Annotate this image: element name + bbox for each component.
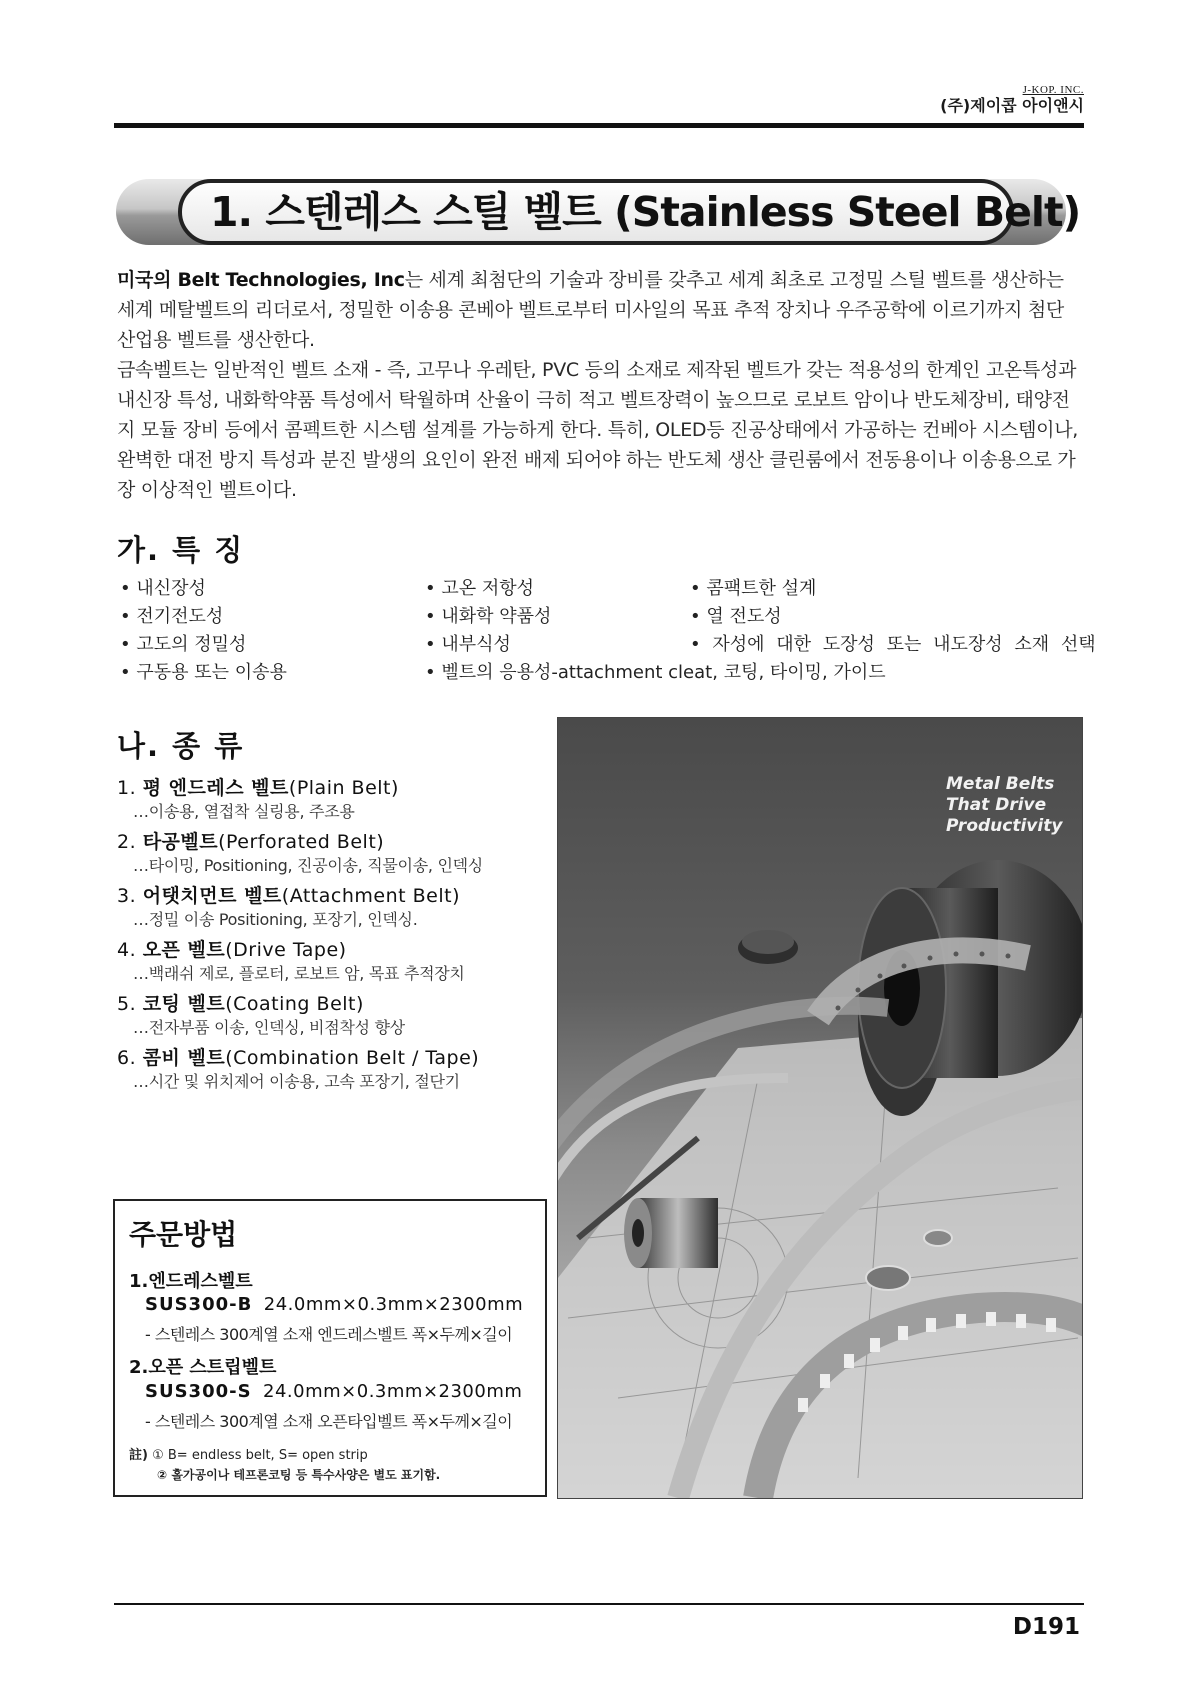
feature-row [120,602,1086,630]
photo-caption [946,774,1062,837]
type-title [117,992,557,1017]
type-item [117,938,557,992]
intro-paragraph-2: 금속벨트는 일반적인 벨트 소재 - 즉, 고무나 우레탄, PVC 등의 소재로 제작된 벨트가 갖는 적용성의 한계인 고온특성과 내신장 특성, 내화학약품 특성에서 탁월하며 산율이 극히 적고 벨트장력이 높으므로 로보트 암이나 반도체장비, 태양전지 모듈 장비 등에서 콤펙트한 시스템 설계를 가능하게 한다. 특히, OLED등 진공상태에서 가공하는 컨베아 시스템이나, 완벽한 대전 방지 특성과 분진 발생의 요인이 완전 배제 되어야 하는 반도체 생산 클린룸에서 전동용이나 이송용으로 가장 이상적인 벨트이다. [117,359,1078,501]
type-title [117,776,557,801]
caption-line: That Drive [946,795,1047,815]
order-desc-endless: - 스텐레스 300계열 소재 엔드레스벨트 폭×두께×길이 [145,1325,513,1344]
feature-item: • 내신장성 [120,578,206,599]
type-description: …시간 및 위치제어 이송용, 고속 포장기, 절단기 [133,1072,460,1091]
header-company [940,84,1084,116]
order-dimensions: 24.0mm×0.3mm×2300mm [263,1294,524,1315]
feature-item: • 고온 저항성 [425,578,535,599]
feature-item: • 고도의 정밀성 [120,634,247,655]
type-description: …백래쉬 제로, 플로터, 로보트 암, 목표 추적장치 [133,964,465,983]
types-list [117,776,557,1100]
type-name-en: (Coating Belt) [225,993,364,1015]
features-heading: 가. 특 징 [117,533,245,567]
title-bar [116,175,1081,249]
company-name-en: J-KOP. INC. [1022,84,1084,96]
order-title: 주문방법 [129,1218,238,1251]
order-code-label: SUS300-S [145,1381,252,1402]
type-name-en: (Combination Belt / Tape) [225,1047,480,1069]
type-name: 평 엔드레스 벨트 [142,777,289,799]
order-code-open [145,1381,522,1402]
intro-text [117,265,1083,505]
type-item [117,830,557,884]
features-list [120,574,1096,686]
caption-line: Productivity [946,816,1063,836]
order-method-box [113,1199,547,1497]
order-code-label: SUS300-B [145,1294,253,1315]
page-number: D191 [1012,1614,1080,1640]
intro-p1-body: 는 세계 최첨단의 기술과 장비를 갖추고 세계 최초로 고정밀 스틸 벨트를 생산하는 세계 메탈벨트의 리더로서, 정밀한 이송용 콘베아 벨트로부터 미사일의 목표 추적 장치나 우주공학에 이르기까지 첨단 산업용 벨트를 생산한다. [117,269,1064,351]
type-name-en: (Perforated Belt) [218,831,385,853]
type-title [117,1046,557,1071]
feature-item: • 전기전도성 [120,606,224,627]
product-photo [557,717,1083,1499]
order-note-1 [129,1444,368,1463]
top-rule [114,123,1084,128]
type-number: 5. [117,993,137,1015]
intro-paragraph-1 [117,265,1083,355]
intro-lead: 미국의 Belt Technologies, Inc [117,269,405,291]
bottom-rule [114,1603,1084,1605]
feature-item: • 벨트의 응용성-attachment cleat, 코팅, 타이밍, 가이드 [425,662,886,683]
type-title [117,938,557,963]
feature-item: • 열 전도성 [690,606,782,627]
feature-item: • 구동용 또는 이송용 [120,662,287,683]
feature-item: • 자성에 대한 도장성 또는 내도장성 소재 선택 [690,634,1096,655]
note-label: 註) [129,1448,148,1463]
order-section-endless: 1.엔드레스벨트 [129,1271,253,1292]
type-name: 어탯치먼트 벨트 [142,885,282,907]
type-number: 1. [117,777,137,799]
type-name: 콤비 벨트 [142,1047,226,1069]
order-code-endless [145,1294,523,1315]
feature-item: • 콤팩트한 설계 [690,578,817,599]
feature-item: • 내부식성 [425,634,511,655]
order-note-2: ② 홀가공이나 테프론코팅 등 특수사양은 별도 표기함. [157,1468,441,1482]
caption-line: Metal Belts [946,774,1055,794]
type-number: 6. [117,1047,137,1069]
feature-row [120,574,1086,602]
type-name-en: (Attachment Belt) [281,885,460,907]
feature-item: • 내화학 약품성 [425,606,552,627]
type-name-en: (Plain Belt) [288,777,399,799]
note-text: ① B= endless belt, S= open strip [152,1448,368,1463]
type-name: 코팅 벨트 [142,993,226,1015]
type-name: 오픈 벨트 [142,939,226,961]
company-name-ko: (주)제이콥 아이앤시 [940,96,1084,115]
type-description: …타이밍, Positioning, 진공이송, 직물이송, 인덱싱 [133,856,483,875]
type-name: 타공벨트 [142,831,219,853]
order-section-open: 2.오픈 스트립벨트 [129,1357,277,1378]
page-title: 1. 스텐레스 스틸 벨트 (Stainless Steel Belt) [210,188,1081,236]
type-description: …정밀 이송 Positioning, 포장기, 인덱싱. [133,910,418,929]
type-number: 2. [117,831,137,853]
type-item [117,776,557,830]
type-name-en: (Drive Tape) [225,939,347,961]
type-item [117,884,557,938]
feature-row [120,658,1086,686]
type-number: 3. [117,885,137,907]
order-desc-open: - 스텐레스 300계열 소재 오픈타입벨트 폭×두께×길이 [145,1412,513,1431]
order-dimensions: 24.0mm×0.3mm×2300mm [263,1381,523,1402]
types-heading: 나. 종 류 [117,729,245,763]
type-title [117,830,557,855]
type-description: …이송용, 열접착 실링용, 주조용 [133,802,355,821]
type-item [117,1046,557,1100]
type-item [117,992,557,1046]
type-title [117,884,557,909]
type-number: 4. [117,939,137,961]
type-description: …전자부품 이송, 인덱싱, 비점착성 향상 [133,1018,405,1037]
feature-row [120,630,1096,658]
